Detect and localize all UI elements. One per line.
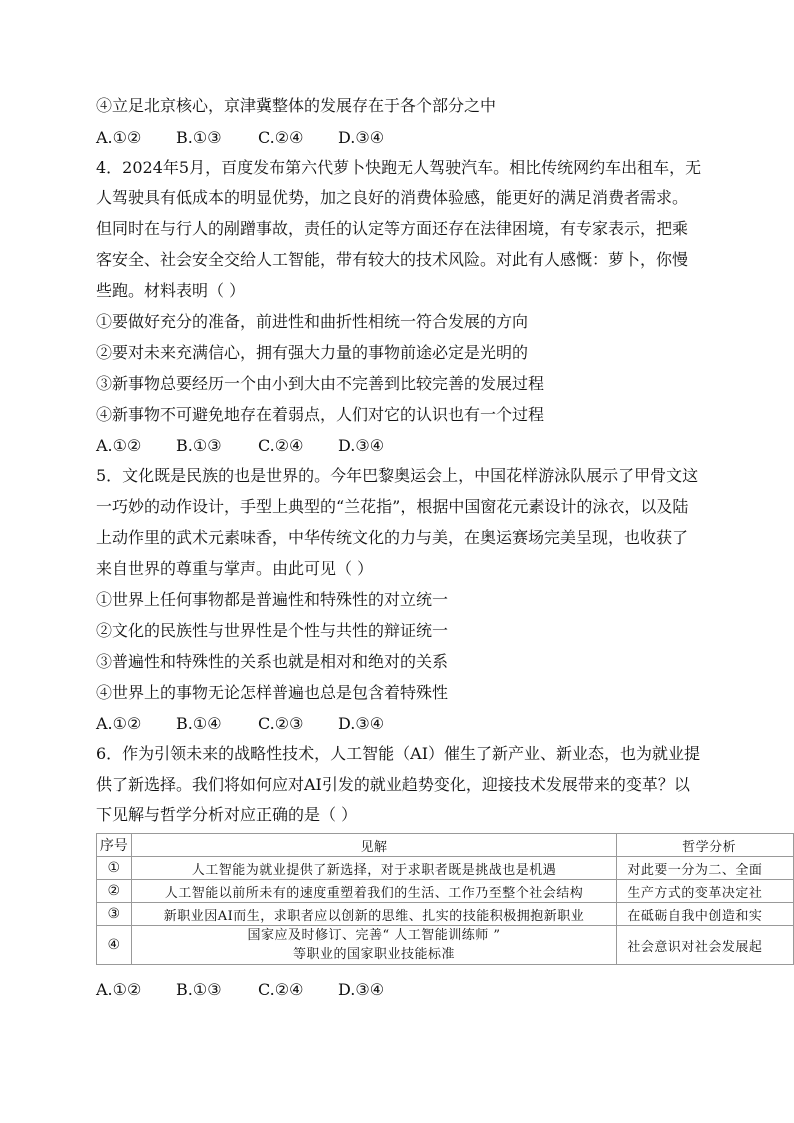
q3-option-d: D.③④ <box>338 128 385 147</box>
row-number: ④ <box>97 926 132 965</box>
q4-option-b: B.①③ <box>176 436 222 455</box>
q5-statement-3: ③普遍性和特殊性的关系也就是相对和绝对的关系 <box>96 652 449 671</box>
row-view: 人工智能以前所未有的速度重塑着我们的生活、工作乃至整个社会结构 <box>131 880 617 903</box>
q4-stem-line: 4．2024年5月，百度发布第六代萝卜快跑无人驾驶汽车。相比传统网约车出租车，无 <box>96 158 702 177</box>
q5-option-d: D.③④ <box>338 714 385 733</box>
table-row <box>97 903 794 926</box>
q4-stem-line: 些跑。材料表明（ ） <box>96 281 246 300</box>
q4-statement-3: ③新事物总要经历一个由小到大由不完善到比较完善的发展过程 <box>96 374 545 393</box>
q6-stem-line: 6．作为引领未来的战略性技术，人工智能（AI）催生了新产业、新业态，也为就业提 <box>96 744 701 763</box>
q6-analysis-table <box>96 833 794 965</box>
q3-option-a: A.①② <box>96 128 142 147</box>
row-analysis: 生产方式的变革决定社 <box>617 880 794 903</box>
q5-stem-line: 一巧妙的动作设计，手型上典型的“兰花指”，根据中国窗花元素设计的泳衣，以及陆 <box>96 497 689 516</box>
q3-statement-4: ④立足北京核心，京津冀整体的发展存在于各个部分之中 <box>96 96 497 115</box>
q6-option-c: C.②④ <box>258 980 304 999</box>
q5-options <box>96 714 384 734</box>
q5-stem-line: 5．文化既是民族的也是世界的。今年巴黎奥运会上，中国花样游泳队展示了甲骨文这 <box>96 466 699 485</box>
q4-options <box>96 436 384 456</box>
q6-options <box>96 980 384 1000</box>
q3-option-c: C.②④ <box>258 128 304 147</box>
q5-option-a: A.①② <box>96 714 142 733</box>
q4-option-d: D.③④ <box>338 436 385 455</box>
header-number: 序号 <box>97 834 132 857</box>
row-analysis: 社会意识对社会发展起 <box>617 926 794 965</box>
q6-option-b: B.①③ <box>176 980 222 999</box>
q4-option-a: A.①② <box>96 436 142 455</box>
q5-option-c: C.②③ <box>258 714 304 733</box>
q4-stem-line: 人驾驶具有低成本的明显优势，加之良好的消费体验感，能更好的满足消费者需求。 <box>96 188 689 207</box>
q6-option-a: A.①② <box>96 980 142 999</box>
q5-statement-1: ①世界上任何事物都是普遍性和特殊性的对立统一 <box>96 590 449 609</box>
q4-stem-line: 但同时在与行人的剐蹭事故，责任的认定等方面还存在法律困境，有专家表示，把乘 <box>96 219 689 238</box>
header-view: 见解 <box>131 834 617 857</box>
table-row <box>97 880 794 903</box>
row-analysis: 在砥砺自我中创造和实 <box>617 903 794 926</box>
q6-option-d: D.③④ <box>338 980 385 999</box>
row-number: ① <box>97 857 132 880</box>
row-view <box>131 926 617 965</box>
table-row <box>97 926 794 965</box>
q6-stem-line: 供了新选择。我们将如何应对AI引发的就业趋势变化，迎接技术发展带来的变革？以 <box>96 775 690 794</box>
q5-statement-2: ②文化的民族性与世界性是个性与共性的辩证统一 <box>96 621 449 640</box>
q5-option-b: B.①④ <box>176 714 222 733</box>
row-number: ② <box>97 880 132 903</box>
q4-stem-line: 客安全、社会安全交给人工智能，带有较大的技术风险。对此有人感慨：萝卜，你慢 <box>96 250 689 269</box>
header-analysis: 哲学分析 <box>617 834 794 857</box>
row-view: 新职业因AI而生，求职者应以创新的思维、扎实的技能积极拥抱新职业 <box>131 903 617 926</box>
row-view-line-1: 国家应及时修订、完善“ 人工智能训练师 ” <box>247 928 501 943</box>
row-number: ③ <box>97 903 132 926</box>
row-analysis: 对此要一分为二、全面 <box>617 857 794 880</box>
table-row <box>97 857 794 880</box>
q3-option-b: B.①③ <box>176 128 222 147</box>
q4-statement-2: ②要对未来充满信心，拥有强大力量的事物前途必定是光明的 <box>96 343 529 362</box>
q6-stem-line: 下见解与哲学分析对应正确的是（ ） <box>96 805 358 824</box>
row-view-line-2: 等职业的国家职业技能标准 <box>292 947 455 962</box>
row-view: 人工智能为就业提供了新选择，对于求职者既是挑战也是机遇 <box>131 857 617 880</box>
q4-statement-4: ④新事物不可避免地存在着弱点，人们对它的认识也有一个过程 <box>96 405 545 424</box>
table-header-row <box>97 834 794 857</box>
q5-statement-4: ④世界上的事物无论怎样普遍也总是包含着特殊性 <box>96 683 449 702</box>
q5-stem-line: 来自世界的尊重与掌声。由此可见（ ） <box>96 559 374 578</box>
q4-option-c: C.②④ <box>258 436 304 455</box>
q4-statement-1: ①要做好充分的准备，前进性和曲折性相统一符合发展的方向 <box>96 312 529 331</box>
q5-stem-line: 上动作里的武术元素味香，中华传统文化的力与美，在奥运赛场完美呈现，也收获了 <box>96 528 689 547</box>
q3-options <box>96 128 384 148</box>
